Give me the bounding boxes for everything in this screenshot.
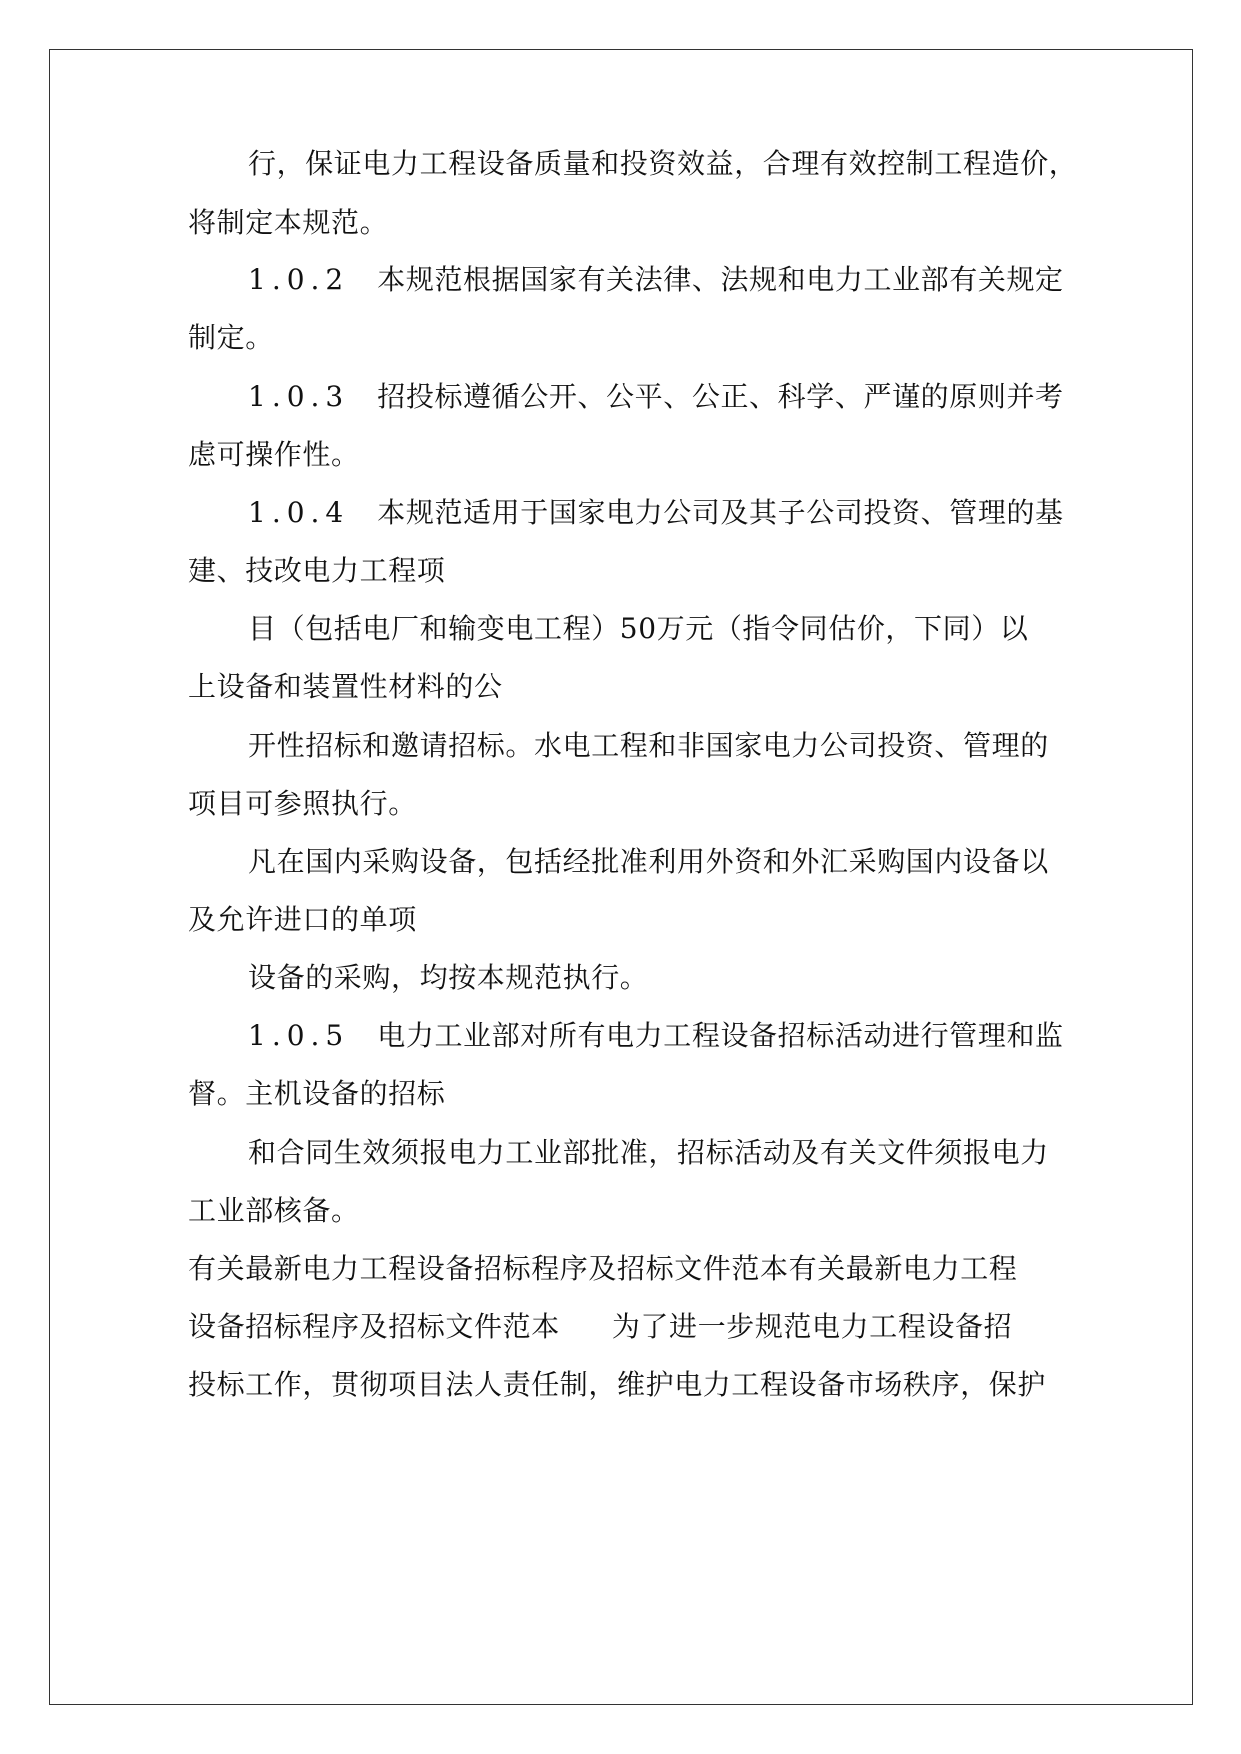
paragraph-line: 项目可参照执行。 <box>188 787 417 820</box>
clause-number: 1.0.5 <box>248 1019 350 1052</box>
clause-1-0-3: 1.0.3 招投标遵循公开、公平、公正、科学、严谨的原则并考 <box>248 380 1064 413</box>
paragraph-line: 开性招标和邀请招标。水电工程和非国家电力公司投资、管理的 <box>248 729 1049 762</box>
clause-number: 1.0.2 <box>248 263 350 296</box>
clause-number: 1.0.4 <box>248 496 350 529</box>
paragraph-line: 将制定本规范。 <box>188 206 389 239</box>
clause-1-0-2: 1.0.2 本规范根据国家有关法律、法规和电力工业部有关规定 <box>248 263 1064 296</box>
paragraph-line: 设备的采购，均按本规范执行。 <box>248 961 649 994</box>
paragraph-line: 工业部核备。 <box>188 1194 360 1227</box>
paragraph-line: 行，保证电力工程设备质量和投资效益，合理有效控制工程造价， <box>248 147 1078 180</box>
clause-1-0-5: 1.0.5 电力工业部对所有电力工程设备招标活动进行管理和监 <box>248 1019 1064 1052</box>
paragraph-line: 虑可操作性。 <box>188 438 360 471</box>
paragraph-line: 制定。 <box>188 321 274 354</box>
paragraph-line: 凡在国内采购设备，包括经批准利用外资和外汇采购国内设备以 <box>248 845 1049 878</box>
clause-1-0-4: 1.0.4 本规范适用于国家电力公司及其子公司投资、管理的基 <box>248 496 1064 529</box>
paragraph-line: 和合同生效须报电力工业部批准，招标活动及有关文件须报电力 <box>248 1136 1049 1169</box>
paragraph-line: 有关最新电力工程设备招标程序及招标文件范本有关最新电力工程 <box>188 1252 1018 1285</box>
paragraph-line: 设备招标程序及招标文件范本 为了进一步规范电力工程设备招 <box>188 1310 1013 1343</box>
paragraph-line: 上设备和装置性材料的公 <box>188 670 503 703</box>
paragraph-line: 建、技改电力工程项 <box>188 554 446 587</box>
paragraph-line: 及允许进口的单项 <box>188 903 417 936</box>
paragraph-line: 投标工作，贯彻项目法人责任制，维护电力工程设备市场秩序，保护 <box>188 1368 1047 1401</box>
paragraph-line: 督。主机设备的招标 <box>188 1077 446 1110</box>
paragraph-line: 目（包括电厂和输变电工程）50万元（指令同估价，下同）以 <box>248 612 1029 645</box>
clause-number: 1.0.3 <box>248 380 350 413</box>
